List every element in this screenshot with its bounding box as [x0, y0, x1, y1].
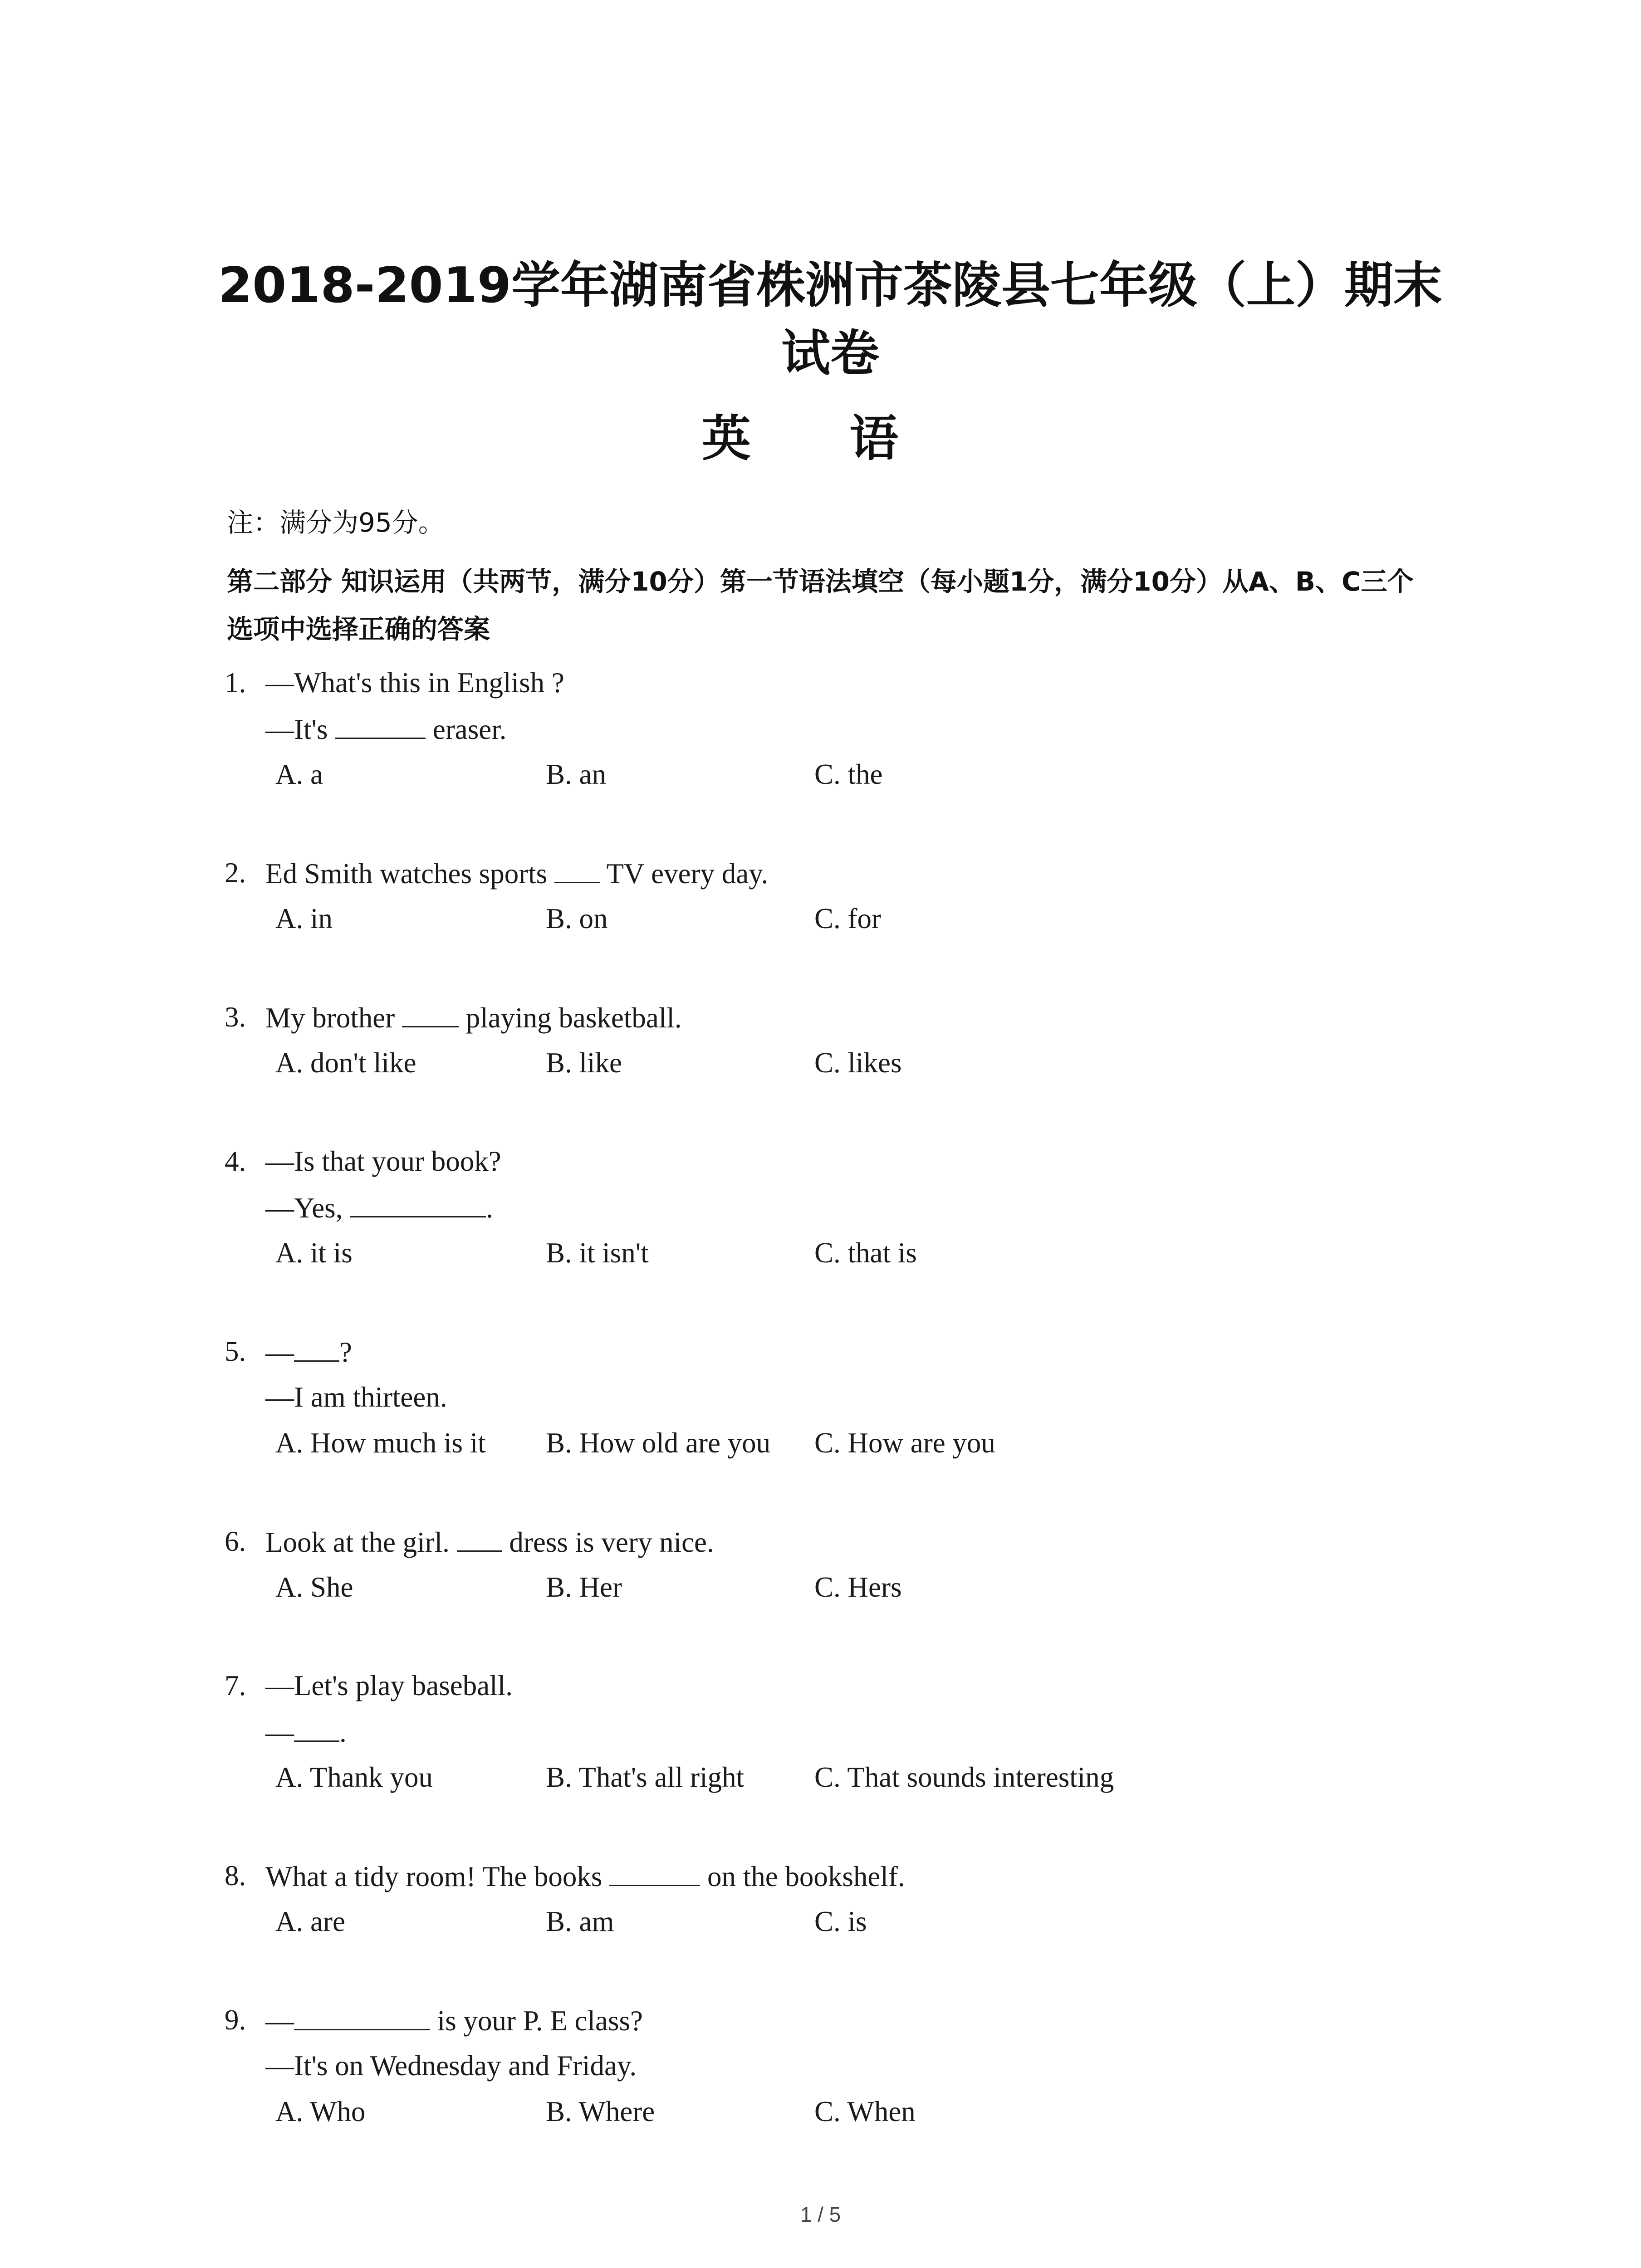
question-list	[225, 660, 1450, 2187]
question-stem: Ed Smith watches sports TV every day.	[265, 850, 768, 897]
section-instructions: 第二部分 知识运用（共两节，满分10分）第一节语法填空（每小题1分，满分10分）从A、B、C三个选项中选择正确的答案	[227, 566, 1414, 645]
option-b: B. Her	[546, 1571, 622, 1603]
options-row	[225, 1230, 1450, 1276]
question-stem: —I am thirteen.	[265, 1381, 447, 1413]
question-item	[225, 1853, 1450, 1945]
question-number: 2.	[225, 857, 246, 889]
option-a: A. Who	[275, 2096, 366, 2127]
question-stem: Look at the girl. dress is very nice.	[265, 1519, 714, 1565]
option-c: C. Hers	[814, 1571, 902, 1603]
question-item	[225, 1519, 1450, 1610]
option-b: B. That's all right	[546, 1761, 745, 1793]
question-line	[225, 1853, 1450, 1899]
option-b: B. am	[546, 1906, 614, 1937]
question-line	[225, 1519, 1450, 1564]
option-c: C. That sounds interesting	[814, 1761, 1114, 1793]
question-line	[225, 1374, 1450, 1420]
question-stem: —It's eraser.	[265, 706, 507, 753]
question-stem: — is your P. E class?	[265, 1997, 643, 2044]
question-item	[225, 660, 1450, 797]
question-stem: — ?	[265, 1329, 352, 1375]
option-b: B. How old are you	[546, 1427, 771, 1459]
option-b: B. like	[546, 1047, 622, 1079]
options-row	[225, 1755, 1450, 1800]
answer-blank	[554, 850, 600, 883]
page-number: 1 / 5	[800, 2203, 841, 2226]
question-stem: —Let's play baseball.	[265, 1670, 513, 1701]
answer-blank	[402, 994, 459, 1027]
option-a: A. Thank you	[275, 1761, 433, 1793]
question-item	[225, 850, 1450, 942]
score-note: 注：满分为95分。	[227, 507, 445, 538]
question-stem: What a tidy room! The books on the bookshelf.	[265, 1853, 905, 1900]
option-c: C. When	[814, 2096, 916, 2127]
answer-blank	[294, 1709, 339, 1742]
option-b: B. on	[546, 903, 608, 934]
option-a: A. are	[275, 1906, 345, 1937]
exam-title: 2018-2019学年湖南省株洲市茶陵县七年级（上）期末试卷	[218, 257, 1442, 382]
question-line	[225, 660, 1450, 706]
question-line	[225, 1329, 1450, 1374]
option-b: B. Where	[546, 2096, 655, 2127]
option-a: A. She	[275, 1571, 353, 1603]
option-c: C. that is	[814, 1237, 917, 1269]
options-row	[225, 896, 1450, 942]
question-line	[225, 1663, 1450, 1709]
answer-blank	[350, 1184, 486, 1217]
question-number: 1.	[225, 667, 246, 699]
option-a: A. in	[275, 903, 333, 934]
question-stem: — .	[265, 1709, 347, 1755]
question-number: 5.	[225, 1335, 246, 1367]
question-item	[225, 1997, 1450, 2135]
options-row	[225, 1420, 1450, 1466]
answer-blank	[294, 1997, 430, 2030]
option-b: B. it isn't	[546, 1237, 649, 1269]
question-line	[225, 1184, 1450, 1230]
option-c: C. the	[814, 758, 883, 790]
answer-blank	[335, 706, 426, 739]
options-row	[225, 1040, 1450, 1086]
subject-heading: 英 语	[701, 410, 940, 467]
question-line	[225, 994, 1450, 1040]
question-number: 8.	[225, 1860, 246, 1892]
question-line	[225, 1709, 1450, 1755]
answer-blank	[457, 1519, 502, 1552]
question-line	[225, 1997, 1450, 2043]
question-number: 9.	[225, 2004, 246, 2036]
question-stem: —What's this in English ?	[265, 667, 564, 699]
question-stem: —It's on Wednesday and Friday.	[265, 2050, 637, 2082]
option-c: C. likes	[814, 1047, 902, 1079]
question-number: 6.	[225, 1525, 246, 1557]
answer-blank	[609, 1853, 700, 1886]
question-stem: —Yes, .	[265, 1184, 493, 1231]
option-b: B. an	[546, 758, 606, 790]
option-a: A. a	[275, 758, 323, 790]
question-line	[225, 706, 1450, 752]
options-row	[225, 1899, 1450, 1945]
question-item	[225, 994, 1450, 1086]
options-row	[225, 752, 1450, 797]
option-a: A. it is	[275, 1237, 353, 1269]
question-number: 4.	[225, 1145, 246, 1177]
option-c: C. How are you	[814, 1427, 995, 1459]
option-a: A. How much is it	[275, 1427, 486, 1459]
question-item	[225, 1139, 1450, 1276]
question-stem: —Is that your book?	[265, 1145, 501, 1177]
option-a: A. don't like	[275, 1047, 416, 1079]
question-item	[225, 1663, 1450, 1800]
option-c: C. for	[814, 903, 881, 934]
question-line	[225, 1139, 1450, 1184]
question-line	[225, 2043, 1450, 2089]
question-number: 7.	[225, 1670, 246, 1701]
question-item	[225, 1329, 1450, 1466]
answer-blank	[294, 1329, 339, 1362]
options-row	[225, 1564, 1450, 1610]
question-line	[225, 850, 1450, 896]
option-c: C. is	[814, 1906, 867, 1937]
question-stem: My brother playing basketball.	[265, 994, 682, 1041]
options-row	[225, 2089, 1450, 2135]
question-number: 3.	[225, 1001, 246, 1033]
